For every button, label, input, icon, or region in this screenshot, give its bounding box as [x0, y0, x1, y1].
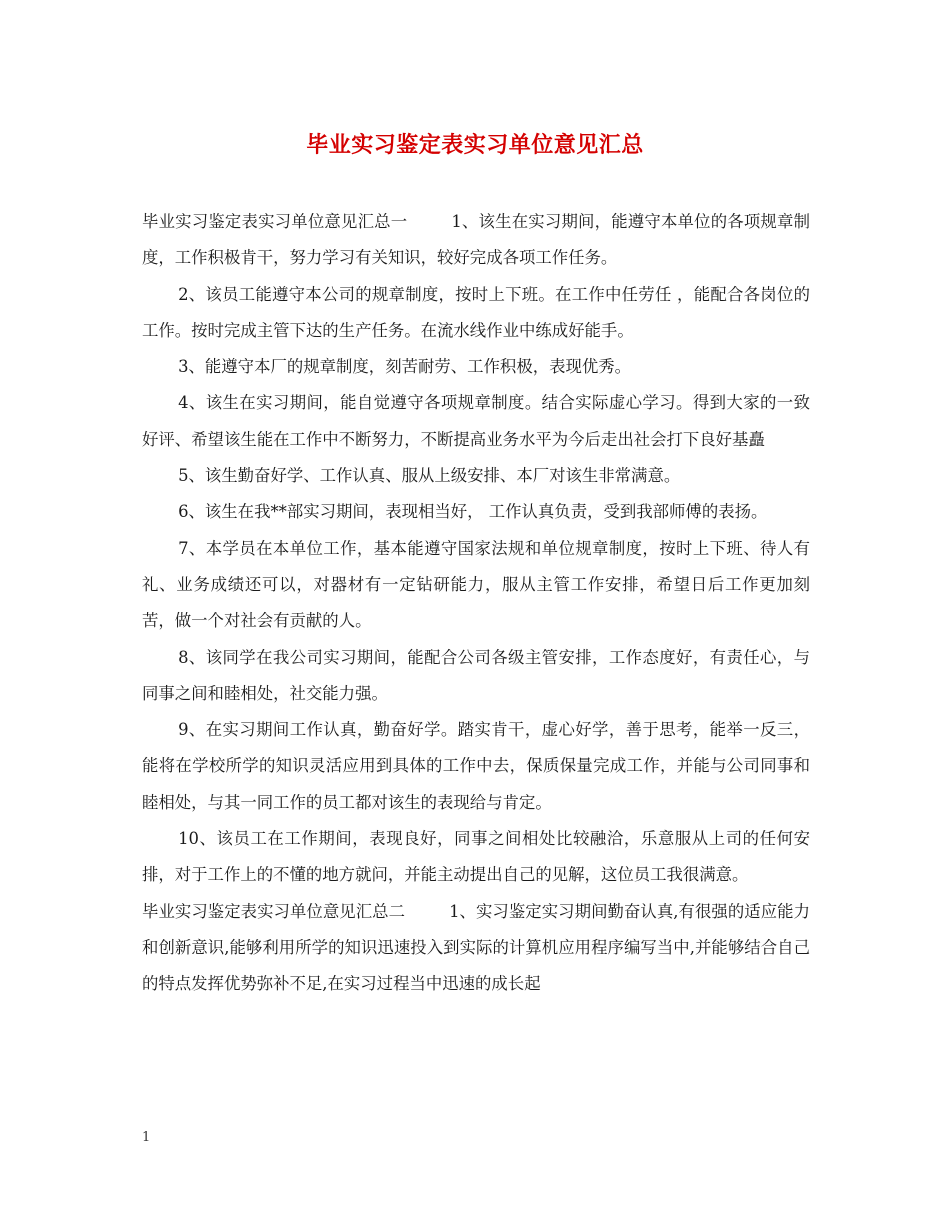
section-heading: 毕业实习鉴定表实习单位意见汇总二 [142, 901, 406, 921]
list-item: 1、该生在实习期间，能遵守本单位的各项规章制度，工作积极肯干，努力学习有关知识，较好完成各项工作任务。 [142, 212, 810, 268]
list-item: 1、实习鉴定实习期间勤奋认真,有很强的适应能力和创新意识,能够利用所学的知识迅速投入到实际的计算机应用程序编写当中,并能够结合自己的特点发挥优势弥补不足,在实习过程当中迅速的成长起 [142, 901, 811, 994]
list-item: 3、能遵守本厂的规章制度，刻苦耐劳、工作积极，表现优秀。 [178, 357, 632, 377]
page-title: 毕业实习鉴定表实习单位意见汇总 [306, 132, 644, 158]
list-item: 8、该同学在我公司实习期间，能配合公司各级主管安排，工作态度好，有责任心，与同事之间和睦相处，社交能力强。 [142, 647, 810, 703]
list-item: 6、该生在我**部实习期间，表现相当好， 工作认真负责，受到我部师傅的表扬。 [178, 502, 768, 522]
list-item: 2、该员工能遵守本公司的规章制度，按时上下班。在工作中任劳任 ，能配合各岗位的工作。按时完成主管下达的生产任务。在流水线作业中练成好能手。 [142, 284, 810, 340]
list-item: 10、该员工在工作期间，表现良好，同事之间相处比较融洽，乐意服从上司的任何安排，对于工作上的不懂的地方就问，并能主动提出自己的见解，这位员工我很满意。 [142, 829, 810, 885]
list-item: 5、该生勤奋好学、工作认真、服从上级安排、本厂对该生非常满意。 [178, 466, 681, 486]
section-heading-paragraph [142, 894, 810, 1003]
document-body [142, 204, 810, 1003]
page-number: 1 [142, 1130, 151, 1145]
list-item: 4、该生在实习期间，能自觉遵守各项规章制度。结合实际虚心学习。得到大家的一致好评、希望该生能在工作中不断努力，不断提高业务水平为今后走出社会打下良好基矗 [142, 393, 810, 449]
list-item: 7、本学员在本单位工作，基本能遵守国家法规和单位规章制度，按时上下班、待人有礼、业务成绩还可以，对器材有一定钻研能力，服从主管工作安排，希望日后工作更加刻苦，做一个对社会有贡献的人。 [142, 538, 810, 631]
section-heading: 毕业实习鉴定表实习单位意见汇总一 [142, 212, 408, 231]
list-item: 9、在实习期间工作认真，勤奋好学。踏实肯干，虚心好学，善于思考，能举一反三，能将在学校所学的知识灵活应用到具体的工作中去，保质保量完成工作，并能与公司同事和睦相处，与其一同工作的员工都对该生的表现给与肯定。 [142, 720, 810, 812]
section-heading-paragraph [142, 204, 810, 277]
